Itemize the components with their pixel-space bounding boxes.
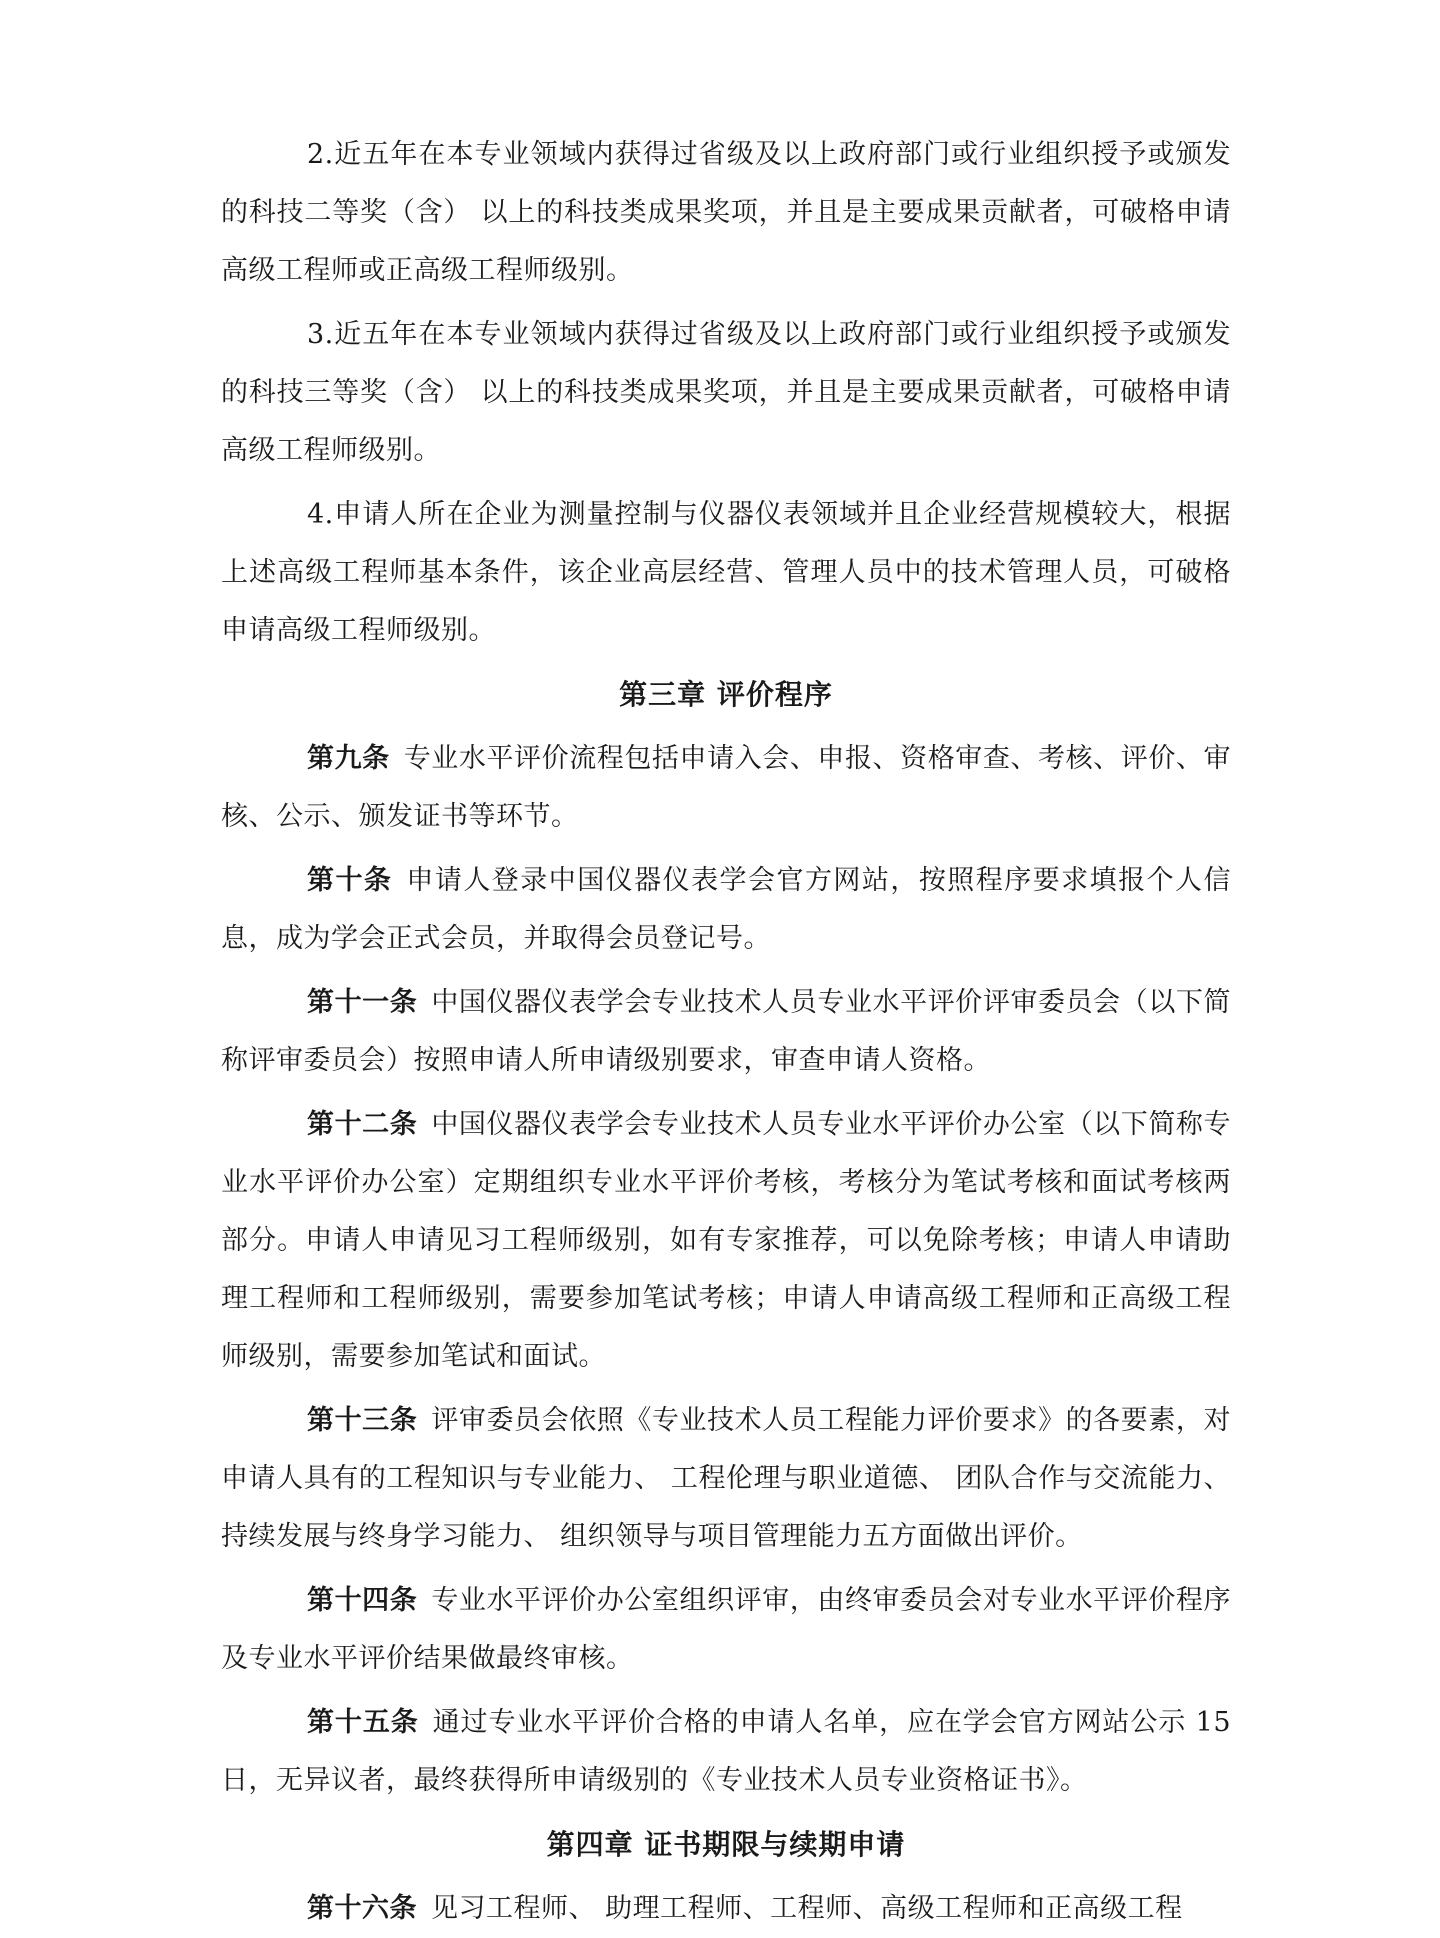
chapter-4-heading: 第四章 证书期限与续期申请 bbox=[546, 1828, 906, 1861]
article-text: 中国仪器仪表学会专业技术人员专业水平评价评审委员会（以下简称评审委员会）按照申请人所申请级别要求，审查申请人资格。 bbox=[221, 987, 1231, 1076]
article-11 bbox=[221, 974, 1231, 1090]
article-14 bbox=[221, 1572, 1231, 1688]
article-13 bbox=[221, 1392, 1231, 1566]
article-10 bbox=[221, 852, 1231, 968]
document-page bbox=[221, 126, 1231, 1938]
list-item-3: 3.近五年在本专业领域内获得过省级及以上政府部门或行业组织授予或颁发的科技三等奖（含） 以上的科技类成果奖项，并且是主要成果贡献者，可破格申请高级工程师级别。 bbox=[221, 319, 1231, 466]
article-text: 专业水平评价办公室组织评审，由终审委员会对专业水平评价程序及专业水平评价结果做最终审核。 bbox=[221, 1585, 1231, 1674]
article-number: 第九条 bbox=[307, 743, 390, 774]
article-16 bbox=[221, 1880, 1231, 1938]
article-text: 评审委员会依照《专业技术人员工程能力评价要求》的各要素，对申请人具有的工程知识与专业能力、 工程伦理与职业道德、 团队合作与交流能力、 持续发展与终身学习能力、 组织领导与项目管理能力五方面做出评价。 bbox=[221, 1405, 1231, 1552]
article-9 bbox=[221, 730, 1231, 846]
article-number: 第十条 bbox=[307, 865, 393, 896]
list-item-2: 2.近五年在本专业领域内获得过省级及以上政府部门或行业组织授予或颁发的科技二等奖（含） 以上的科技类成果奖项，并且是主要成果贡献者，可破格申请高级工程师或正高级工程师级别。 bbox=[221, 139, 1231, 286]
article-number: 第十一条 bbox=[307, 987, 418, 1018]
list-item-4: 4.申请人所在企业为测量控制与仪器仪表领域并且企业经营规模较大，根据上述高级工程师基本条件，该企业高层经营、管理人员中的技术管理人员，可破格申请高级工程师级别。 bbox=[221, 499, 1231, 646]
article-number: 第十三条 bbox=[307, 1405, 418, 1436]
article-text: 通过专业水平评价合格的申请人名单，应在学会官方网站公示 15 日，无异议者，最终获得所申请级别的《专业技术人员专业资格证书》。 bbox=[221, 1707, 1231, 1796]
article-text: 专业水平评价流程包括申请入会、申报、资格审查、考核、评价、审核、公示、颁发证书等环节。 bbox=[221, 743, 1231, 832]
article-text: 申请人登录中国仪器仪表学会官方网站，按照程序要求填报个人信息，成为学会正式会员，并取得会员登记号。 bbox=[221, 865, 1232, 954]
article-text: 见习工程师、 助理工程师、工程师、高级工程师和正高级工程 bbox=[431, 1893, 1183, 1924]
article-number: 第十四条 bbox=[307, 1585, 418, 1616]
article-number: 第十五条 bbox=[307, 1707, 419, 1738]
article-12 bbox=[221, 1096, 1231, 1386]
article-number: 第十二条 bbox=[307, 1109, 418, 1140]
article-number: 第十六条 bbox=[307, 1893, 417, 1924]
article-15 bbox=[221, 1694, 1231, 1810]
chapter-3-heading: 第三章 评价程序 bbox=[619, 678, 833, 711]
article-text: 中国仪器仪表学会专业技术人员专业水平评价办公室（以下简称专业水平评价办公室）定期组织专业水平评价考核，考核分为笔试考核和面试考核两部分。申请人申请见习工程师级别，如有专家推荐，可以免除考核；申请人申请助理工程师和工程师级别，需要参加笔试考核；申请人申请高级工程师和正高级工程师级别，需要参加笔试和面试。 bbox=[221, 1109, 1231, 1372]
